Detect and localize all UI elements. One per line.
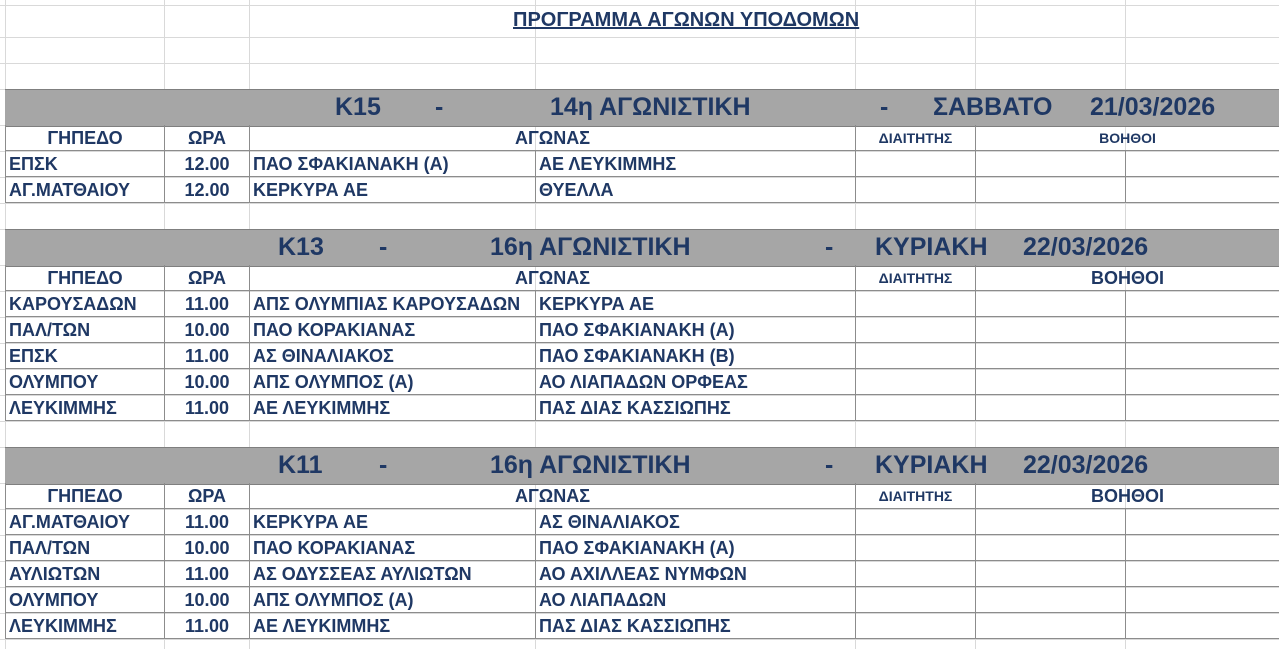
header-time: ΩΡΑ (165, 483, 250, 509)
cell-home: ΠΑΟ ΚΟΡΑΚΙΑΝΑΣ (250, 317, 536, 343)
cell-empty[interactable] (1126, 509, 1279, 535)
cell-empty[interactable] (1126, 587, 1279, 613)
separator-dash: - (379, 451, 388, 479)
day-label: ΚΥΡΙΑΚΗ (875, 451, 988, 479)
cell-home: ΑΠΣ ΟΛΥΜΠΟΣ (Α) (250, 587, 536, 613)
match-row (5, 535, 1279, 561)
cell-away: ΠΑΟ ΣΦΑΚΙΑΝΑΚΗ (Β) (536, 343, 856, 369)
header-match: ΑΓΩΝΑΣ (250, 483, 856, 509)
header-referee: ΔΙΑΙΤΗΤΗΣ (856, 125, 976, 151)
cell-away: ΠΑΣ ΔΙΑΣ ΚΑΣΣΙΩΠΗΣ (536, 395, 856, 421)
cell-empty[interactable] (976, 509, 1126, 535)
header-referee: ΔΙΑΙΤΗΤΗΣ (856, 483, 976, 509)
day-label: ΣΑΒΒΑΤΟ (933, 93, 1053, 121)
day-label: ΚΥΡΙΑΚΗ (875, 233, 988, 261)
cell-empty[interactable] (856, 587, 976, 613)
cell-time: 11.00 (165, 395, 250, 421)
cell-empty[interactable] (976, 177, 1126, 203)
schedule-section (5, 89, 1279, 203)
cell-empty[interactable] (1126, 613, 1279, 639)
header-time: ΩΡΑ (165, 125, 250, 151)
page-title: ΠΡΟΓΡΑΜΜΑ ΑΓΩΝΩΝ ΥΠΟΔΟΜΩΝ (513, 9, 860, 31)
header-assistants: ΒΟΗΘΟΙ (976, 483, 1279, 509)
cell-venue: ΛΕΥΚΙΜΜΗΣ (6, 395, 165, 421)
schedule-section (5, 447, 1279, 639)
cell-venue: ΛΕΥΚΙΜΜΗΣ (6, 613, 165, 639)
cell-empty[interactable] (1126, 395, 1279, 421)
cell-empty[interactable] (1126, 151, 1279, 177)
cell-venue: ΚΑΡΟΥΣΑΔΩΝ (6, 291, 165, 317)
cell-empty[interactable] (1126, 343, 1279, 369)
match-row (5, 317, 1279, 343)
match-row (5, 395, 1279, 421)
cell-empty[interactable] (1126, 291, 1279, 317)
round-label: 16η ΑΓΩΝΙΣΤΙΚΗ (490, 233, 691, 261)
header-venue: ΓΗΠΕΔΟ (6, 265, 165, 291)
cell-home: ΑΕ ΛΕΥΚΙΜΜΗΣ (250, 395, 536, 421)
cell-empty[interactable] (856, 395, 976, 421)
cell-empty[interactable] (976, 317, 1126, 343)
cell-home: ΑΣ ΘΙΝΑΛΙΑΚΟΣ (250, 343, 536, 369)
match-row (5, 177, 1279, 203)
section-banner (5, 447, 1279, 485)
match-row (5, 587, 1279, 613)
cell-time: 10.00 (165, 317, 250, 343)
cell-empty[interactable] (1126, 317, 1279, 343)
match-row (5, 613, 1279, 639)
cell-empty[interactable] (1126, 369, 1279, 395)
cell-empty[interactable] (976, 369, 1126, 395)
match-row (5, 291, 1279, 317)
cell-away: ΑΟ ΛΙΑΠΑΔΩΝ (536, 587, 856, 613)
round-label: 16η ΑΓΩΝΙΣΤΙΚΗ (490, 451, 691, 479)
cell-home: ΑΠΣ ΟΛΥΜΠΟΣ (Α) (250, 369, 536, 395)
header-venue: ΓΗΠΕΔΟ (6, 483, 165, 509)
cell-venue: ΑΓ.ΜΑΤΘΑΙΟΥ (6, 509, 165, 535)
header-row (5, 125, 1279, 151)
cell-away: ΘΥΕΛΛΑ (536, 177, 856, 203)
gridline-horizontal (0, 37, 1279, 38)
cell-venue: ΟΛΥΜΠΟΥ (6, 587, 165, 613)
cell-venue: ΑΥΛΙΩΤΩΝ (6, 561, 165, 587)
cell-away: ΠΑΟ ΣΦΑΚΙΑΝΑΚΗ (Α) (536, 535, 856, 561)
date-label: 22/03/2026 (1023, 451, 1149, 479)
cell-empty[interactable] (1126, 535, 1279, 561)
cell-empty[interactable] (976, 291, 1126, 317)
cell-home: ΑΕ ΛΕΥΚΙΜΜΗΣ (250, 613, 536, 639)
gridline-horizontal (0, 639, 1279, 640)
cell-time: 10.00 (165, 587, 250, 613)
cell-empty[interactable] (856, 535, 976, 561)
cell-away: ΠΑΣ ΔΙΑΣ ΚΑΣΣΙΩΠΗΣ (536, 613, 856, 639)
cell-empty[interactable] (856, 613, 976, 639)
cell-home: ΑΣ ΟΔΥΣΣΕΑΣ ΑΥΛΙΩΤΩΝ (250, 561, 536, 587)
cell-empty[interactable] (1126, 177, 1279, 203)
cell-home: ΚΕΡΚΥΡΑ ΑΕ (250, 177, 536, 203)
header-time: ΩΡΑ (165, 265, 250, 291)
cell-empty[interactable] (856, 177, 976, 203)
cell-away: ΠΑΟ ΣΦΑΚΙΑΝΑΚΗ (Α) (536, 317, 856, 343)
separator-dash: - (880, 93, 889, 121)
cell-home: ΑΠΣ ΟΛΥΜΠΙΑΣ ΚΑΡΟΥΣΑΔΩΝ (250, 291, 536, 317)
header-match: ΑΓΩΝΑΣ (250, 265, 856, 291)
cell-empty[interactable] (976, 151, 1126, 177)
cell-venue: ΕΠΣΚ (6, 151, 165, 177)
cell-away: ΑΣ ΘΙΝΑΛΙΑΚΟΣ (536, 509, 856, 535)
header-row (5, 265, 1279, 291)
separator-dash: - (825, 451, 834, 479)
category-label: Κ15 (335, 93, 381, 121)
cell-empty[interactable] (856, 151, 976, 177)
cell-empty[interactable] (856, 291, 976, 317)
match-row (5, 151, 1279, 177)
cell-empty[interactable] (856, 509, 976, 535)
cell-time: 11.00 (165, 509, 250, 535)
cell-away: ΑΕ ΛΕΥΚΙΜΜΗΣ (536, 151, 856, 177)
match-row (5, 509, 1279, 535)
cell-empty[interactable] (976, 561, 1126, 587)
schedule-section (5, 229, 1279, 421)
cell-home: ΠΑΟ ΣΦΑΚΙΑΝΑΚΗ (Α) (250, 151, 536, 177)
gridline-horizontal (0, 5, 1279, 6)
cell-empty[interactable] (976, 395, 1126, 421)
cell-empty[interactable] (976, 587, 1126, 613)
section-banner (5, 89, 1279, 127)
cell-away: ΚΕΡΚΥΡΑ ΑΕ (536, 291, 856, 317)
header-assistants: ΒΟΗΘΟΙ (976, 265, 1279, 291)
cell-time: 10.00 (165, 369, 250, 395)
match-row (5, 369, 1279, 395)
cell-venue: ΕΠΣΚ (6, 343, 165, 369)
separator-dash: - (379, 233, 388, 261)
date-label: 22/03/2026 (1023, 233, 1149, 261)
cell-venue: ΠΑΛ/ΤΩΝ (6, 317, 165, 343)
section-banner (5, 229, 1279, 267)
cell-home: ΠΑΟ ΚΟΡΑΚΙΑΝΑΣ (250, 535, 536, 561)
cell-empty[interactable] (856, 369, 976, 395)
cell-empty[interactable] (976, 613, 1126, 639)
header-match: ΑΓΩΝΑΣ (250, 125, 856, 151)
cell-time: 12.00 (165, 177, 250, 203)
header-venue: ΓΗΠΕΔΟ (6, 125, 165, 151)
round-label: 14η ΑΓΩΝΙΣΤΙΚΗ (550, 93, 751, 121)
category-label: Κ11 (278, 451, 323, 479)
cell-empty[interactable] (856, 561, 976, 587)
category-label: Κ13 (278, 233, 324, 261)
cell-venue: ΑΓ.ΜΑΤΘΑΙΟΥ (6, 177, 165, 203)
header-row (5, 483, 1279, 509)
header-assistants: ΒΟΗΘΟΙ (976, 125, 1279, 151)
gridline-horizontal (0, 63, 1279, 64)
cell-empty[interactable] (1126, 561, 1279, 587)
cell-venue: ΠΑΛ/ΤΩΝ (6, 535, 165, 561)
cell-time: 12.00 (165, 151, 250, 177)
cell-away: ΑΟ ΛΙΑΠΑΔΩΝ ΟΡΦΕΑΣ (536, 369, 856, 395)
cell-home: ΚΕΡΚΥΡΑ ΑΕ (250, 509, 536, 535)
cell-time: 10.00 (165, 535, 250, 561)
separator-dash: - (435, 93, 444, 121)
cell-empty[interactable] (976, 535, 1126, 561)
match-row (5, 561, 1279, 587)
date-label: 21/03/2026 (1090, 93, 1216, 121)
cell-empty[interactable] (856, 317, 976, 343)
cell-time: 11.00 (165, 561, 250, 587)
match-row (5, 343, 1279, 369)
cell-time: 11.00 (165, 291, 250, 317)
gridline-horizontal (0, 203, 1279, 204)
cell-time: 11.00 (165, 343, 250, 369)
cell-venue: ΟΛΥΜΠΟΥ (6, 369, 165, 395)
header-referee: ΔΙΑΙΤΗΤΗΣ (856, 265, 976, 291)
cell-away: ΑΟ ΑΧΙΛΛΕΑΣ ΝΥΜΦΩΝ (536, 561, 856, 587)
cell-empty[interactable] (856, 343, 976, 369)
cell-empty[interactable] (976, 343, 1126, 369)
separator-dash: - (825, 233, 834, 261)
cell-time: 11.00 (165, 613, 250, 639)
gridline-horizontal (0, 421, 1279, 422)
